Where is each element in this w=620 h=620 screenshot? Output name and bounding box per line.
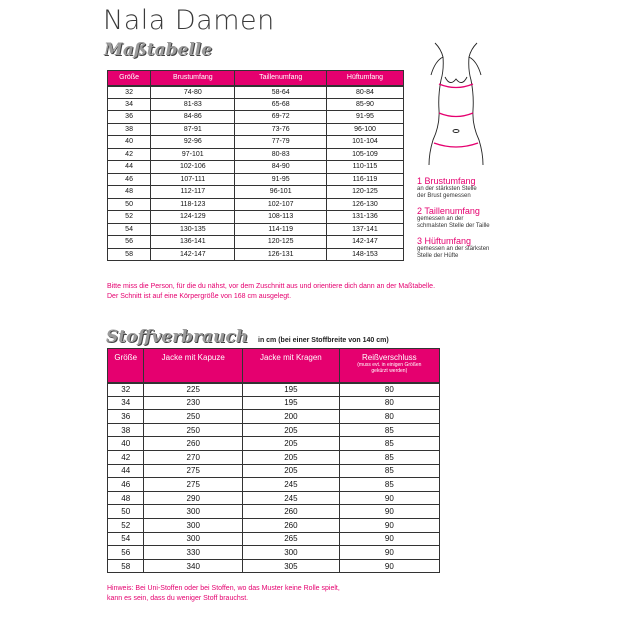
table-cell: 108-113: [235, 211, 327, 224]
table-cell: 69-72: [235, 111, 327, 124]
table-cell: 46: [108, 478, 144, 492]
legend-hip-line-2: Stelle der Hüfte: [417, 253, 459, 259]
table-row: [108, 505, 440, 519]
table-row: [108, 478, 440, 492]
size-header-label: Taillenumfang: [259, 74, 303, 82]
legend-bust-heading: 1 Brustumfang: [417, 176, 476, 186]
table-row: [108, 518, 440, 532]
size-note-line-1: Bitte miss die Person, für die du nähst, vor dem Zuschnitt aus und orientiere dich dann an der Maßtabelle.: [107, 283, 436, 290]
table-cell: 44: [108, 161, 151, 174]
table-row: [108, 410, 440, 424]
table-cell: 48: [108, 186, 151, 199]
table-cell: 250: [144, 410, 243, 424]
table-cell: 250: [144, 423, 243, 437]
size-header-cell: [235, 71, 327, 86]
table-cell: 107-111: [151, 173, 235, 186]
table-cell: 84-90: [235, 161, 327, 174]
table-row: [108, 423, 440, 437]
table-cell: 56: [108, 546, 144, 560]
bust-outline: [445, 77, 467, 83]
table-cell: 90: [339, 491, 439, 505]
table-cell: 230: [144, 396, 243, 410]
table-row: [108, 173, 404, 186]
legend-waist: [417, 206, 490, 230]
zipper-hint: gekürzt werden): [371, 368, 408, 374]
waist-measure-line: [439, 113, 473, 117]
table-cell: 50: [108, 505, 144, 519]
table-cell: 42: [108, 450, 144, 464]
left-arm-outline: [431, 57, 443, 75]
page-title: Nala Damen: [103, 5, 275, 36]
legend-bust-line-2: der Brust gemessen: [417, 193, 471, 199]
table-cell: 80: [339, 396, 439, 410]
table-cell: 130-135: [151, 223, 235, 236]
fabric-header-label: Größe: [114, 353, 138, 362]
table-cell: 118-123: [151, 198, 235, 211]
table-cell: 101-104: [326, 136, 403, 149]
table-cell: 50: [108, 198, 151, 211]
fabric-header-cell: [243, 349, 340, 383]
bust-measure-line: [439, 84, 473, 88]
fabric-table-body: [108, 383, 440, 573]
legend-bust: [417, 176, 477, 200]
table-row: [108, 111, 404, 124]
table-cell: 58: [108, 559, 144, 573]
table-cell: 48: [108, 491, 144, 505]
table-row: [108, 186, 404, 199]
table-row: [108, 383, 440, 397]
table-cell: 54: [108, 532, 144, 546]
table-cell: 52: [108, 211, 151, 224]
table-cell: 73-76: [235, 123, 327, 136]
navel: [453, 130, 459, 133]
legend-bust-line-1: an der stärksten Stelle: [417, 186, 477, 192]
table-cell: 92-96: [151, 136, 235, 149]
table-cell: 44: [108, 464, 144, 478]
table-cell: 32: [108, 86, 151, 99]
hip-measure-line: [434, 143, 478, 147]
table-row: [108, 559, 440, 573]
table-cell: 300: [144, 532, 243, 546]
table-cell: 205: [243, 450, 340, 464]
table-cell: 142-147: [326, 236, 403, 249]
table-cell: 205: [243, 464, 340, 478]
size-header-label: Größe: [119, 74, 139, 82]
size-table-body: [108, 86, 404, 261]
table-cell: 80: [339, 410, 439, 424]
table-cell: 34: [108, 98, 151, 111]
body-measurement-figure: [405, 35, 505, 175]
table-cell: 205: [243, 437, 340, 451]
table-cell: 36: [108, 410, 144, 424]
table-cell: 87-91: [151, 123, 235, 136]
table-cell: 136-141: [151, 236, 235, 249]
table-cell: 91-95: [326, 111, 403, 124]
table-row: [108, 532, 440, 546]
table-cell: 85: [339, 437, 439, 451]
legend-waist-line-2: schmalsten Stelle der Taille: [417, 223, 490, 229]
table-row: [108, 491, 440, 505]
table-cell: 80-83: [235, 148, 327, 161]
table-row: [108, 136, 404, 149]
table-cell: 85-90: [326, 98, 403, 111]
right-body-outline: [469, 43, 483, 165]
table-row: [108, 248, 404, 261]
table-cell: 102-106: [151, 161, 235, 174]
legend-waist-heading: 2 Taillenumfang: [417, 206, 480, 216]
table-cell: 275: [144, 478, 243, 492]
size-note: [107, 282, 435, 302]
table-cell: 85: [339, 478, 439, 492]
table-cell: 65-68: [235, 98, 327, 111]
table-row: [108, 450, 440, 464]
table-cell: 96-100: [326, 123, 403, 136]
table-cell: 34: [108, 396, 144, 410]
table-cell: 205: [243, 423, 340, 437]
fabric-header-cell: [339, 349, 439, 383]
table-cell: 225: [144, 383, 243, 397]
table-cell: 40: [108, 136, 151, 149]
fabric-header-cell: [144, 349, 243, 383]
fabric-table: [107, 348, 440, 573]
table-cell: 42: [108, 148, 151, 161]
table-cell: 300: [144, 505, 243, 519]
table-cell: 85: [339, 464, 439, 478]
table-cell: 137-141: [326, 223, 403, 236]
table-cell: 85: [339, 423, 439, 437]
table-cell: 340: [144, 559, 243, 573]
table-cell: 300: [243, 546, 340, 560]
table-cell: 54: [108, 223, 151, 236]
table-cell: 58: [108, 248, 151, 261]
table-cell: 46: [108, 173, 151, 186]
right-arm-outline: [469, 57, 481, 75]
fabric-header-cell: [108, 349, 144, 383]
legend-hip: [417, 236, 489, 260]
table-row: [108, 161, 404, 174]
table-cell: 80: [339, 383, 439, 397]
size-header-cell: [151, 71, 235, 86]
table-cell: 77-79: [235, 136, 327, 149]
table-row: [108, 396, 440, 410]
table-cell: 90: [339, 546, 439, 560]
size-table: [107, 70, 404, 261]
table-cell: 105-109: [326, 148, 403, 161]
table-cell: 112-117: [151, 186, 235, 199]
zipper-hint: (muss evt. in einigen Größen: [357, 362, 422, 368]
table-cell: 270: [144, 450, 243, 464]
table-cell: 38: [108, 423, 144, 437]
table-cell: 96-101: [235, 186, 327, 199]
table-cell: 58-64: [235, 86, 327, 99]
table-cell: 81-83: [151, 98, 235, 111]
table-cell: 38: [108, 123, 151, 136]
table-cell: 195: [243, 383, 340, 397]
table-cell: 290: [144, 491, 243, 505]
table-cell: 52: [108, 518, 144, 532]
size-table-title: Maßtabelle: [104, 40, 213, 60]
fabric-note-line-1: Hinweis: Bei Uni-Stoffen oder bei Stoffen, wo das Muster keine Rolle spielt,: [107, 585, 340, 592]
size-header-label: Brustumfang: [172, 74, 213, 82]
table-cell: 80-84: [326, 86, 403, 99]
table-row: [108, 123, 404, 136]
table-cell: 32: [108, 383, 144, 397]
table-cell: 97-101: [151, 148, 235, 161]
table-row: [108, 437, 440, 451]
size-header-cell: [326, 71, 403, 86]
table-row: [108, 223, 404, 236]
table-cell: 126-131: [235, 248, 327, 261]
table-cell: 90: [339, 532, 439, 546]
table-cell: 102-107: [235, 198, 327, 211]
table-cell: 200: [243, 410, 340, 424]
table-cell: 330: [144, 546, 243, 560]
table-cell: 195: [243, 396, 340, 410]
table-cell: 142-147: [151, 248, 235, 261]
fabric-note-line-2: kann es sein, dass du weniger Stoff brauchst.: [107, 595, 249, 602]
table-cell: 245: [243, 478, 340, 492]
table-row: [108, 464, 440, 478]
table-cell: 74-80: [151, 86, 235, 99]
table-cell: 114-119: [235, 223, 327, 236]
left-body-outline: [429, 43, 443, 165]
table-cell: 40: [108, 437, 144, 451]
fabric-header-label: Jacke mit Kragen: [259, 353, 322, 362]
legend-hip-line-1: gemessen an der stärksten: [417, 246, 490, 252]
table-cell: 126-130: [326, 198, 403, 211]
fabric-table-title: Stoffverbrauch: [106, 327, 249, 347]
size-note-line-2: Der Schnitt ist auf eine Körpergröße von 168 cm ausgelegt.: [107, 293, 292, 300]
table-row: [108, 198, 404, 211]
table-row: [108, 86, 404, 99]
legend-waist-line-1: gemessen an der: [417, 216, 464, 222]
table-cell: 110-115: [326, 161, 403, 174]
table-cell: 260: [144, 437, 243, 451]
table-cell: 305: [243, 559, 340, 573]
fabric-note: [107, 584, 340, 604]
fabric-header-label: Jacke mit Kapuze: [161, 353, 225, 362]
fabric-header-label: Reißverschluss: [361, 353, 417, 362]
table-row: [108, 546, 440, 560]
table-cell: 36: [108, 111, 151, 124]
table-cell: 124-129: [151, 211, 235, 224]
table-cell: 260: [243, 505, 340, 519]
table-cell: 265: [243, 532, 340, 546]
table-cell: 148-153: [326, 248, 403, 261]
size-table-header: [108, 71, 404, 86]
table-row: [108, 236, 404, 249]
table-cell: 84-86: [151, 111, 235, 124]
table-cell: 56: [108, 236, 151, 249]
fabric-table-subtitle: in cm (bei einer Stoffbreite von 140 cm): [258, 337, 389, 344]
table-cell: 85: [339, 450, 439, 464]
table-cell: 260: [243, 518, 340, 532]
table-cell: 91-95: [235, 173, 327, 186]
table-cell: 120-125: [326, 186, 403, 199]
table-cell: 120-125: [235, 236, 327, 249]
table-cell: 90: [339, 505, 439, 519]
table-row: [108, 98, 404, 111]
table-cell: 300: [144, 518, 243, 532]
table-cell: 245: [243, 491, 340, 505]
table-cell: 116-119: [326, 173, 403, 186]
size-header-cell: [108, 71, 151, 86]
fabric-table-header: [108, 349, 440, 383]
legend-hip-heading: 3 Hüftumfang: [417, 236, 472, 246]
table-cell: 131-136: [326, 211, 403, 224]
table-row: [108, 148, 404, 161]
table-cell: 90: [339, 518, 439, 532]
table-cell: 90: [339, 559, 439, 573]
table-cell: 275: [144, 464, 243, 478]
size-header-label: Hüftumfang: [346, 74, 384, 82]
table-row: [108, 211, 404, 224]
